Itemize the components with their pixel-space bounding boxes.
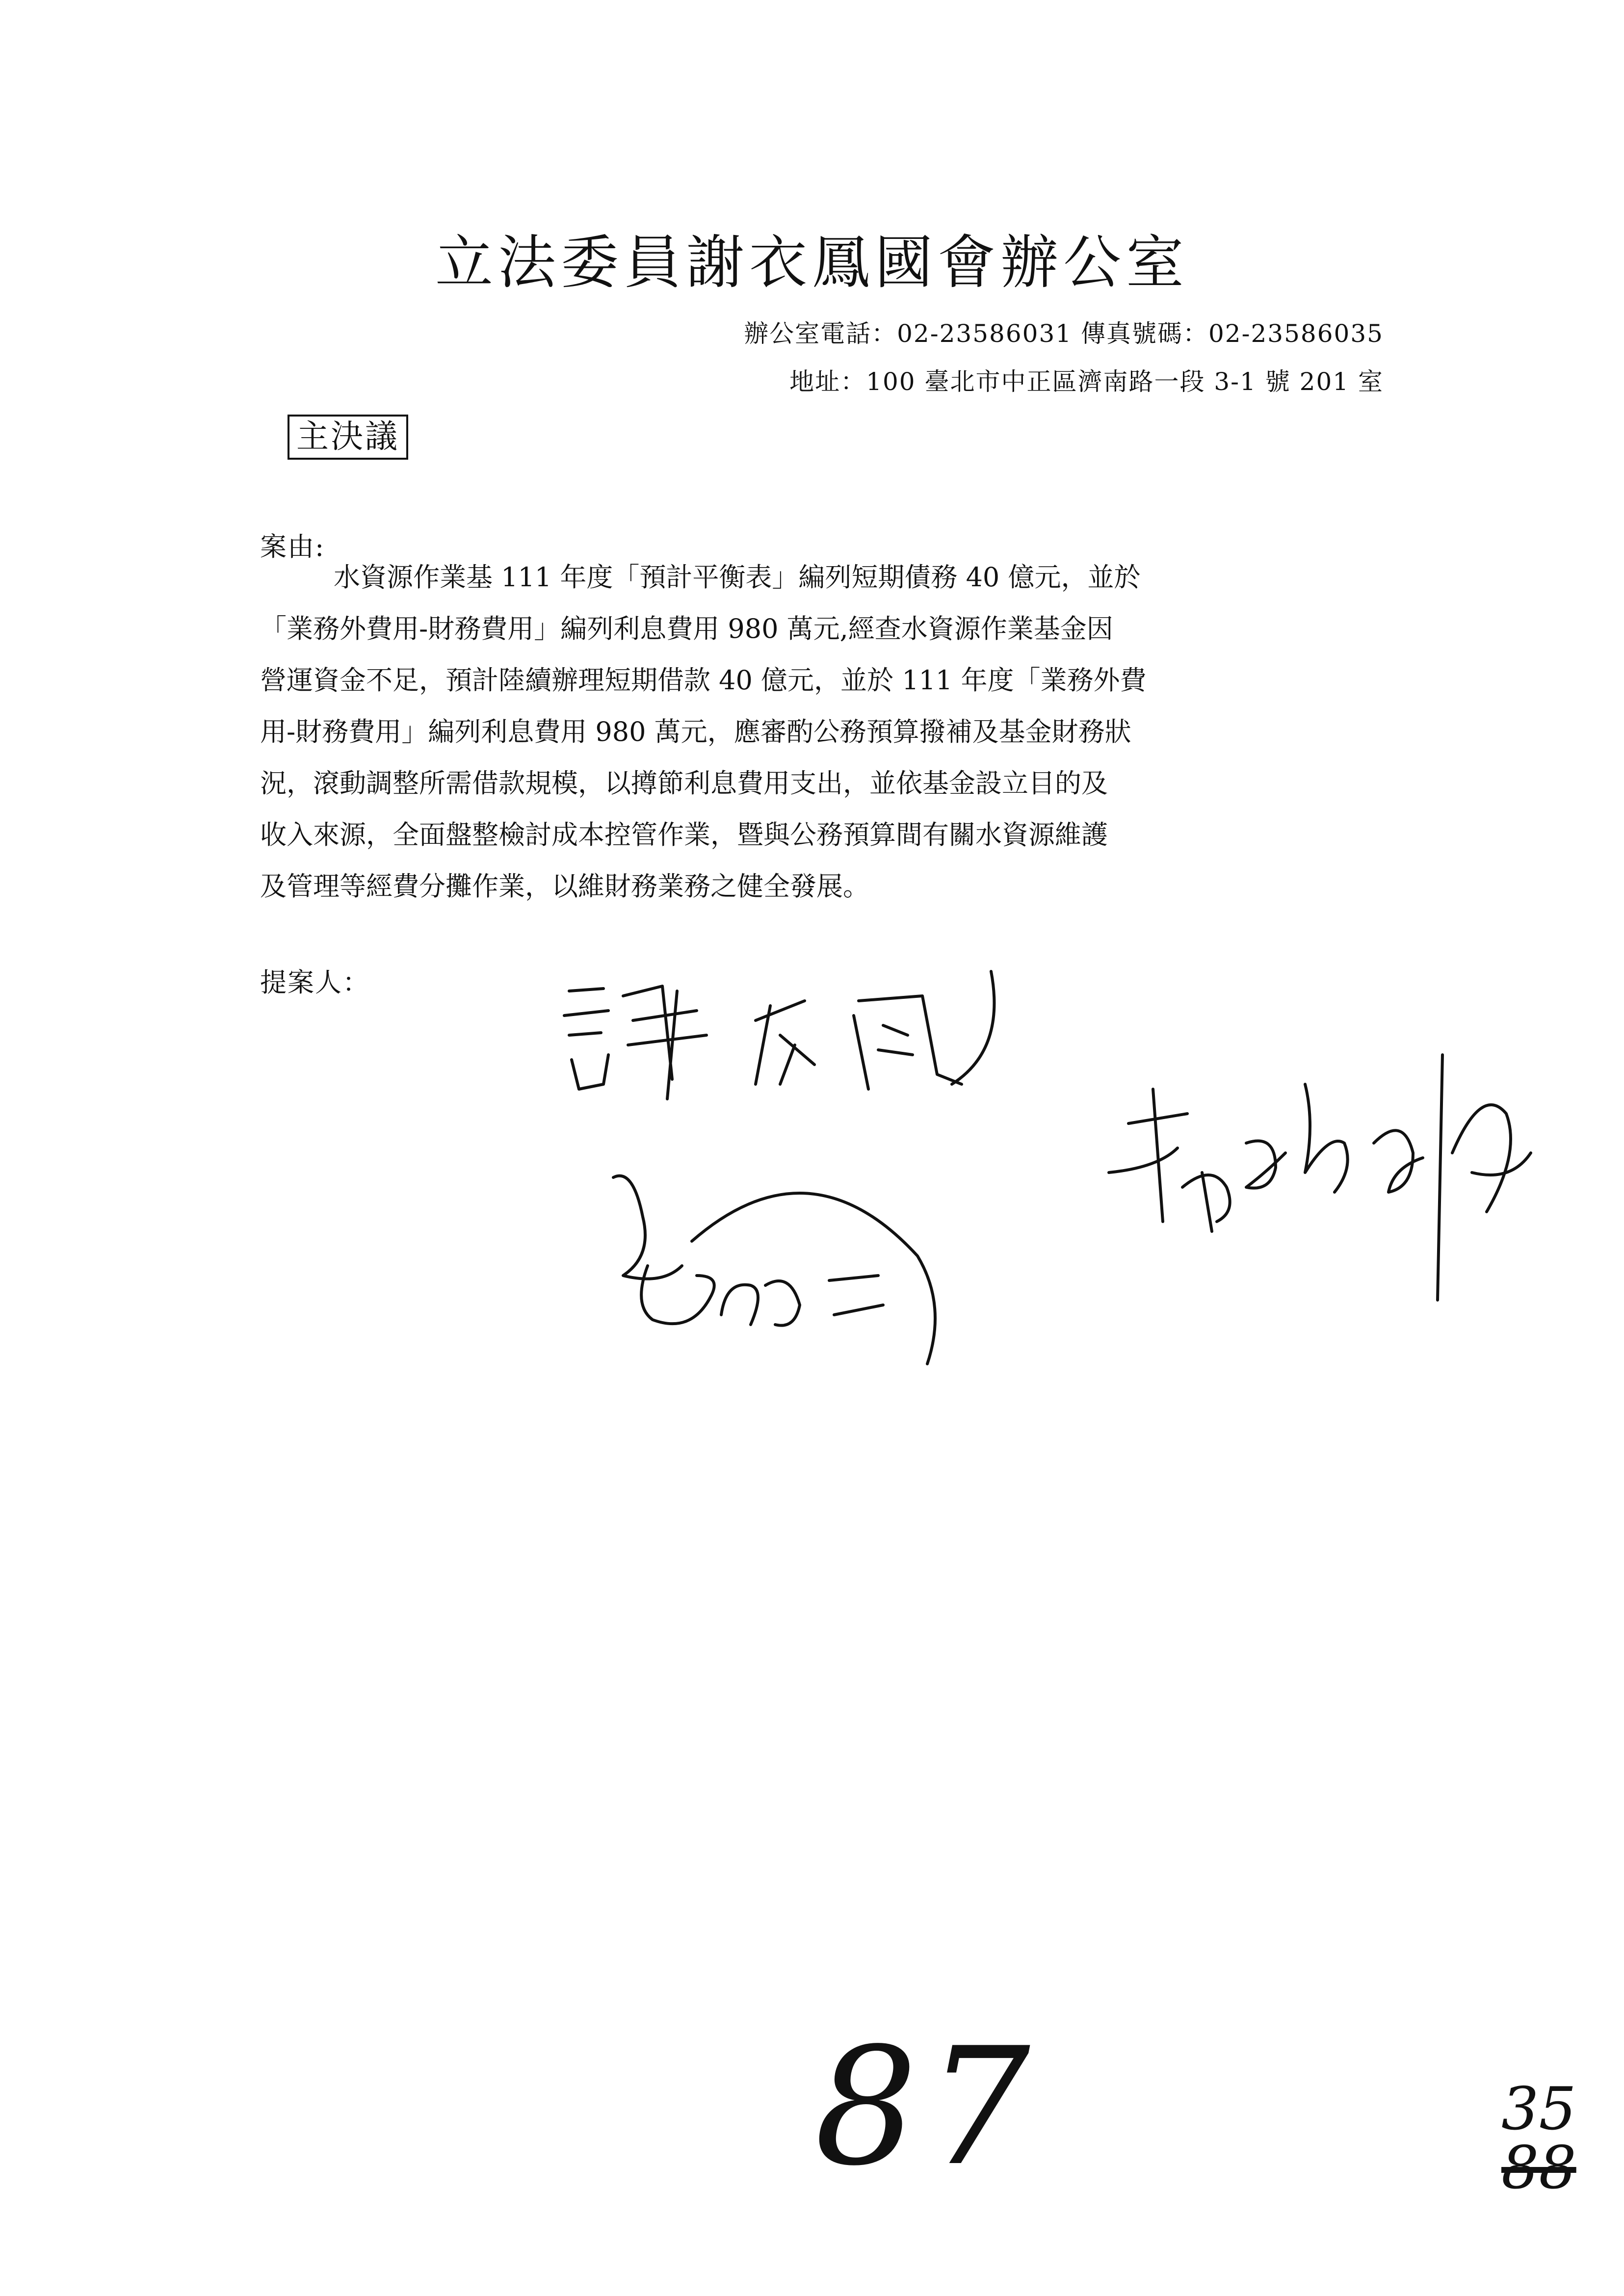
reason-line: 況，滾動調整所需借款規模，以撙節利息費用支出，並依基金設立目的及	[260, 768, 1108, 799]
signature-3	[1099, 1025, 1541, 1300]
reason-line: 用-財務費用」編列利息費用 980 萬元，應審酌公務預算撥補及基金財務狀	[260, 716, 1131, 747]
reason-line: 水資源作業基 111 年度「預計平衡表」編列短期債務 40 億元，並於	[334, 562, 1141, 593]
proposer-label: 提案人：	[260, 967, 370, 998]
reason-line: 及管理等經費分攤作業，以維財務業務之健全發展。	[260, 871, 869, 902]
corner-struck-number: 88	[1501, 2134, 1576, 2202]
resolution-type-badge: 主決議	[288, 415, 408, 460]
reason-line: 「業務外費用-財務費用」編列利息費用 980 萬元,經查水資源作業基金因	[260, 613, 1113, 644]
contact-phone-line: 辦公室電話：02-23586031 傳真號碼：02-23586035	[744, 319, 1384, 348]
office-title: 立法委員謝衣鳳國會辦公室	[435, 229, 1189, 296]
page-number: 87	[814, 2013, 1040, 2201]
corner-page-number: 35	[1501, 2075, 1576, 2143]
signature-2	[603, 1158, 1070, 1393]
reason-line: 營運資金不足，預計陸續辦理短期借款 40 億元，並於 111 年度「業務外費	[260, 665, 1147, 696]
signature-xie-yi-feng	[550, 962, 1040, 1109]
contact-address-line: 地址：100 臺北市中正區濟南路一段 3-1 號 201 室	[789, 367, 1384, 396]
reason-label: 案由:	[260, 531, 325, 562]
reason-line: 收入來源，全面盤整檢討成本控管作業，暨與公務預算間有關水資源維護	[260, 819, 1108, 850]
